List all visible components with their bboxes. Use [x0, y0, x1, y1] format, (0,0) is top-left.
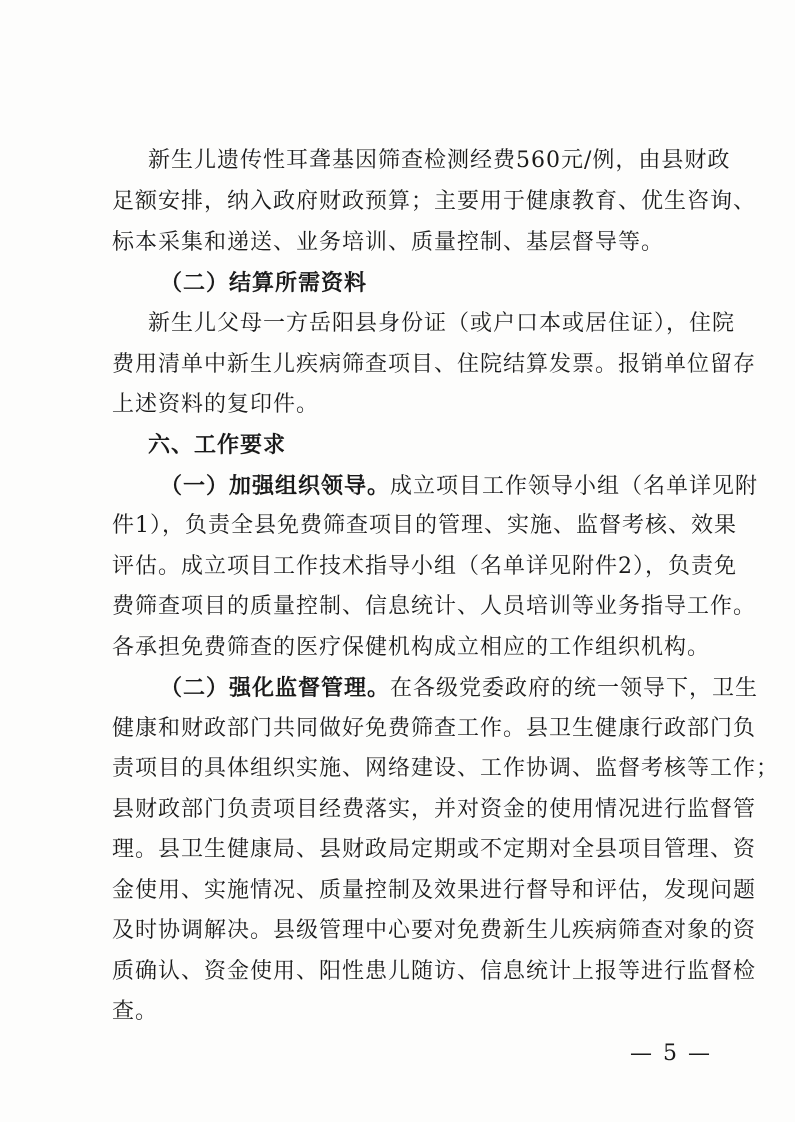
paragraph-supervision-line-1	[160, 673, 758, 704]
leadership-line-1-text: 成立项目工作领导小组（名单详见附	[390, 474, 759, 499]
paragraph-leadership-line-5: 各承担免费筛查的医疗保健机构成立相应的工作组织机构。	[112, 635, 711, 660]
paragraph-supervision-line-2: 健康和财政部门共同做好免费筛查工作。县卫生健康行政部门负	[112, 716, 757, 741]
paragraph-materials-line-3: 上述资料的复印件。	[112, 392, 320, 417]
supervision-line-1-text: 在各级党委政府的统一领导下，卫生	[390, 676, 759, 701]
paragraph-supervision-line-7: 及时协调解决。县级管理中心要对免费新生儿疾病筛查对象的资	[112, 918, 757, 943]
paragraph-materials-line-2: 费用清单中新生儿疾病筛查项目、住院结算发票。报销单位留存	[112, 352, 757, 377]
page-number: — 5 —	[630, 1041, 712, 1066]
paragraph-materials-line-1: 新生儿父母一方岳阳县身份证（或户口本或居住证），住院	[148, 311, 736, 336]
paragraph-supervision-line-8: 质确认、资金使用、阳性患儿随访、信息统计上报等进行监督检	[112, 959, 757, 984]
paragraph-leadership-line-2: 件1），负责全县免费筛查项目的管理、实施、监督考核、效果	[112, 513, 737, 538]
paragraph-supervision-line-3: 责项目的具体组织实施、网络建设、工作协调、监督考核等工作；	[112, 756, 780, 781]
paragraph-funding-line-2: 足额安排，纳入政府财政预算；主要用于健康教育、优生咨询、	[112, 189, 757, 214]
paragraph-leadership-line-1	[160, 471, 758, 502]
paragraph-supervision-line-5: 理。县卫生健康局、县财政局定期或不定期对全县项目管理、资	[112, 837, 757, 862]
subheading-strengthen-supervision: （二）强化监督管理。	[160, 675, 391, 701]
paragraph-funding-line-3: 标本采集和递送、业务培训、质量控制、基层督导等。	[112, 230, 665, 255]
section-heading-work-requirements: 六、工作要求	[148, 432, 287, 458]
paragraph-supervision-line-9: 查。	[112, 999, 159, 1024]
subheading-strengthen-leadership: （一）加强组织领导。	[160, 473, 391, 499]
paragraph-leadership-line-4: 费筛查项目的质量控制、信息统计、人员培训等业务指导工作。	[112, 594, 757, 619]
paragraph-leadership-line-3: 评估。成立项目工作技术指导小组（名单详见附件2），负责免	[112, 554, 737, 579]
section-heading-settlement-materials: （二）结算所需资料	[160, 270, 368, 296]
paragraph-supervision-line-6: 金使用、实施情况、质量控制及效果进行督导和评估，发现问题	[112, 878, 757, 903]
paragraph-funding-line-1: 新生儿遗传性耳聋基因筛查检测经费560元/例，由县财政	[148, 148, 731, 173]
paragraph-supervision-line-4: 县财政部门负责项目经费落实，并对资金的使用情况进行监督管	[112, 797, 757, 822]
